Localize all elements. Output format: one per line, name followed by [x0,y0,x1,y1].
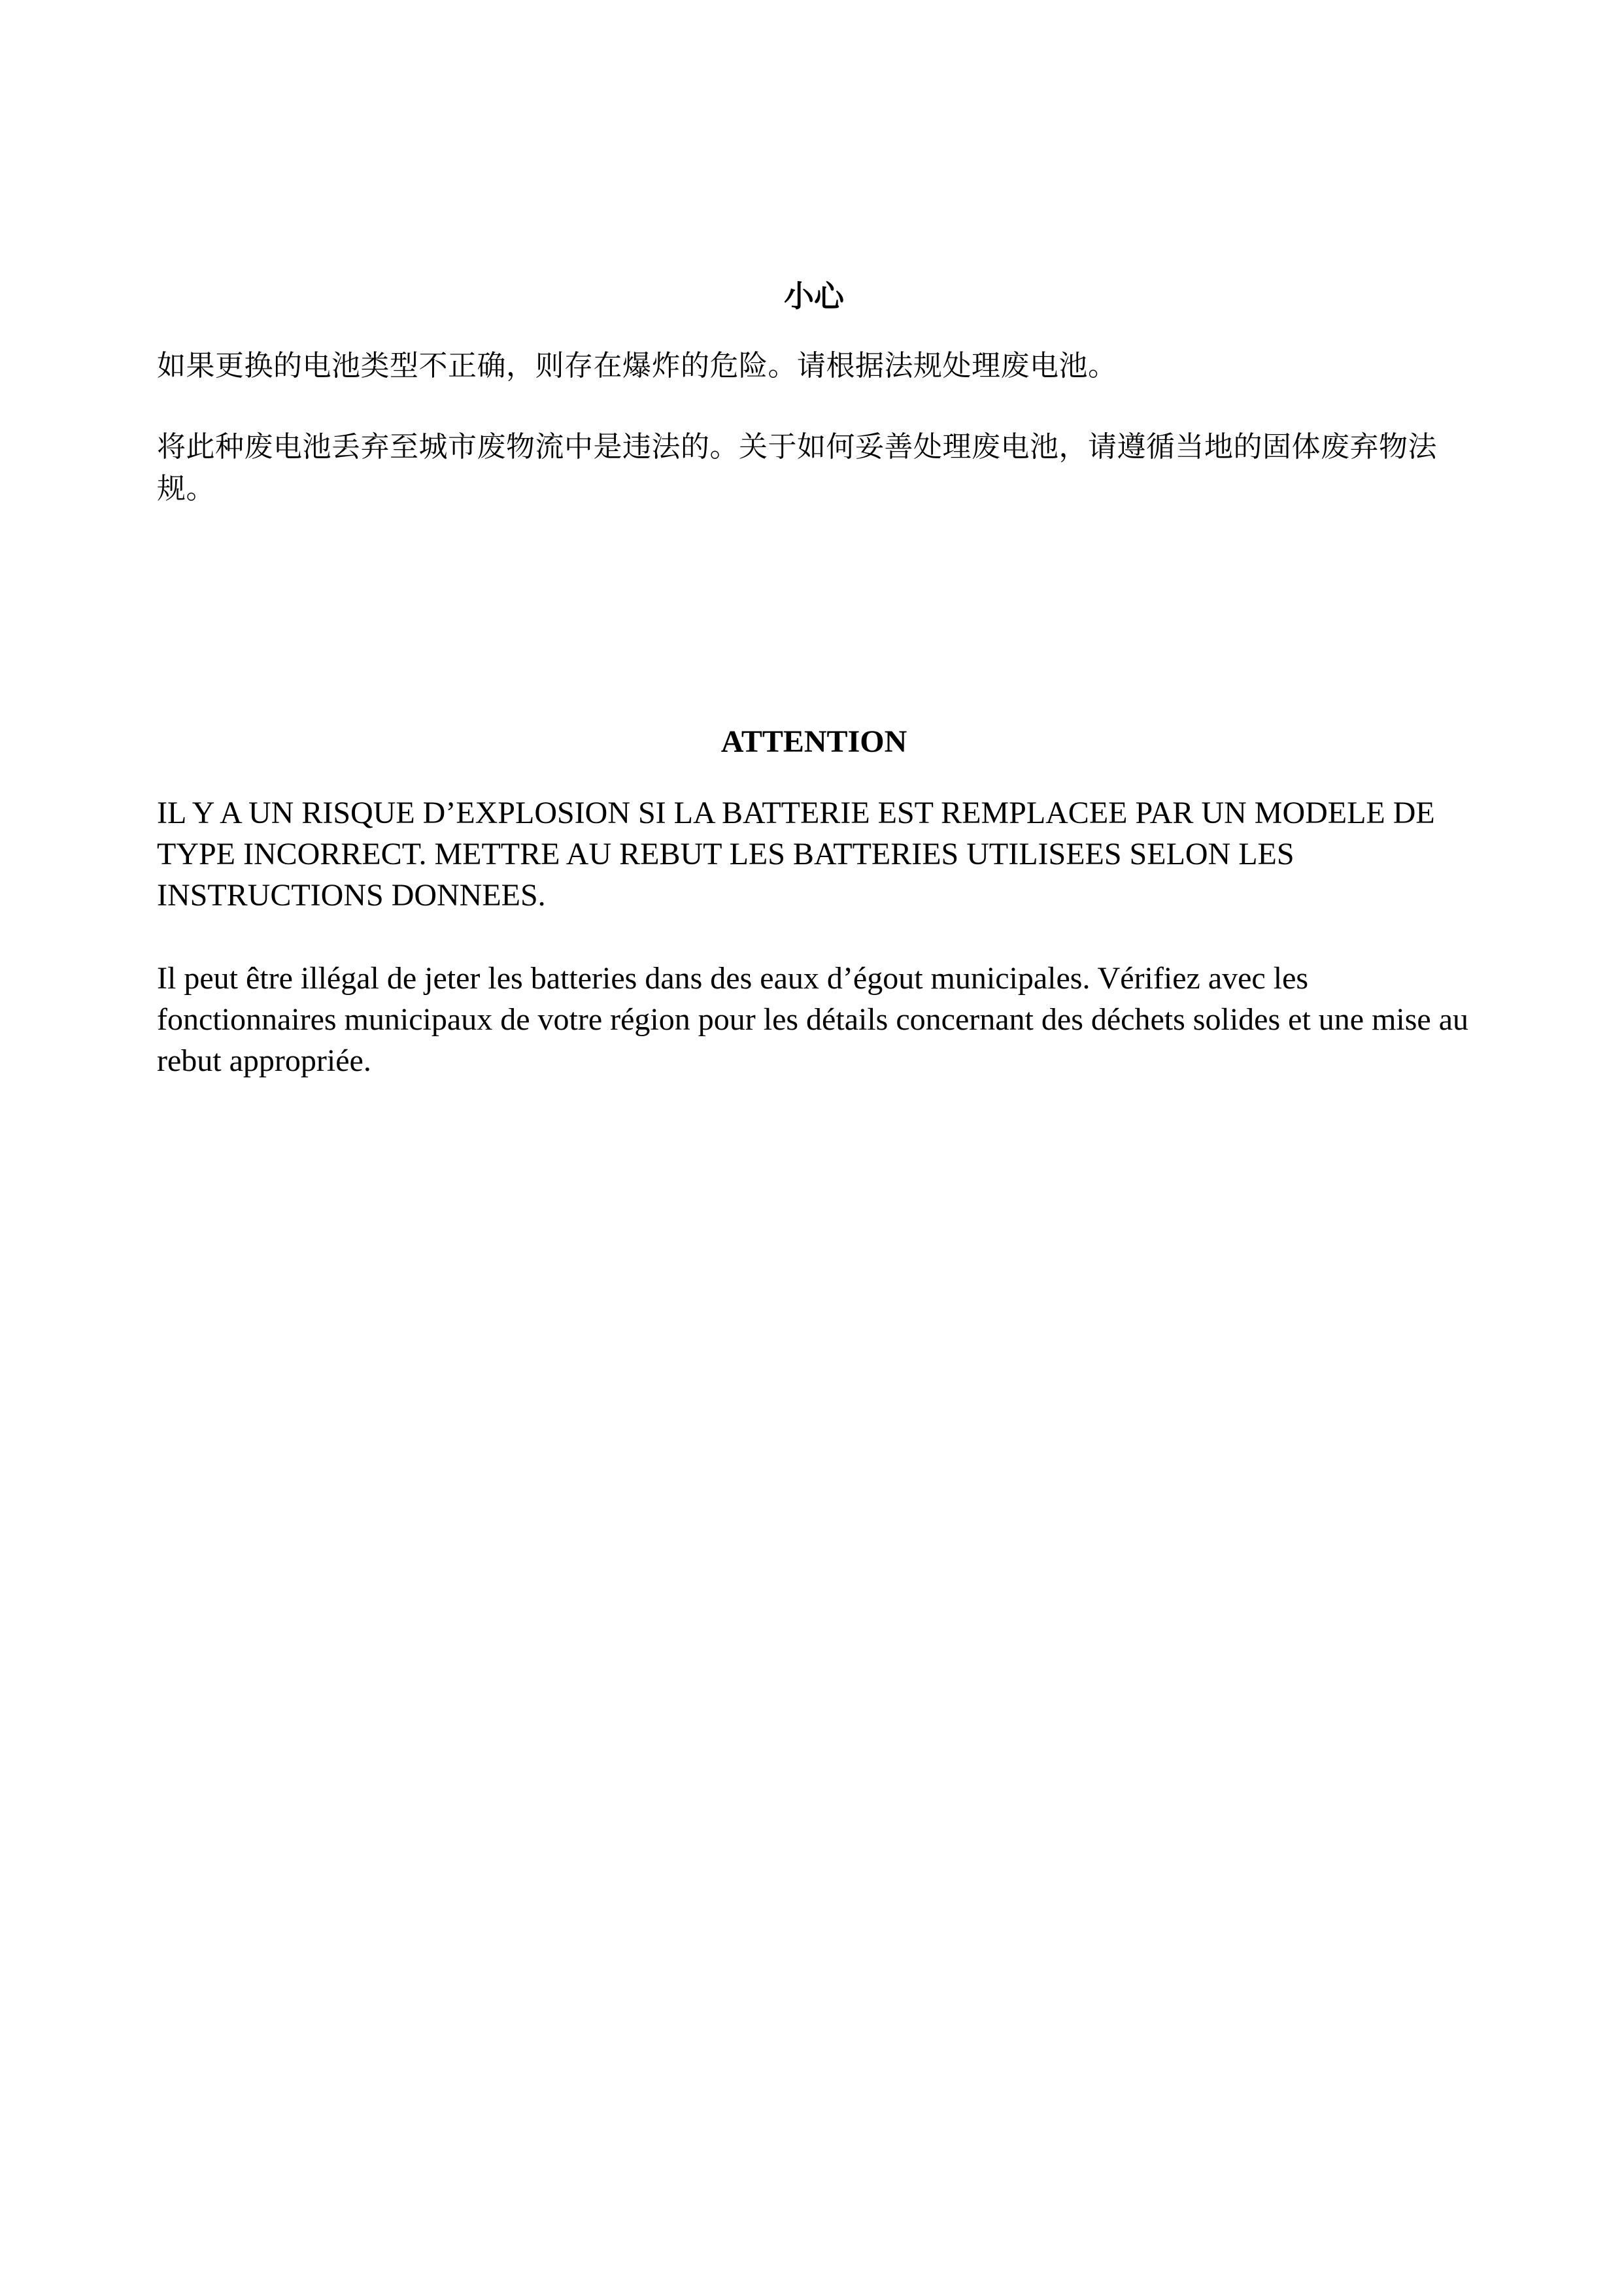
caution-paragraph-battery-disposal-chinese: 将此种废电池丢弃至城市废物流中是违法的。关于如何妥善处理废电池，请遵循当地的固体废弃物法规。 [157,430,1437,505]
caution-paragraph-battery-replacement-french: IL Y A UN RISQUE D’EXPLOSION SI LA BATTERIE EST REMPLACEE PAR UN MODELE DE TYPE INCORRECT. METTRE AU REBUT LES BATTERIES UTILISEES SELON LES INSTRUCTIONS DONNEES. [157,796,1435,913]
caution-heading-chinese: 小心 [784,278,844,314]
caution-paragraph-battery-disposal-french: Il peut être illégal de jeter les batteries dans des eaux d’égout municipales. Vérifiez avec les fonctionnaires municipaux de votre région pour les détails concernant des déchets solides et une mise au rebut appropriée. [157,961,1469,1078]
caution-heading-french: ATTENTION [720,724,907,759]
caution-section-chinese [157,273,1471,510]
caution-section-french [157,719,1471,1081]
caution-paragraph-battery-replacement-chinese: 如果更换的电池类型不正确，则存在爆炸的危险。请根据法规处理废电池。 [157,349,1117,382]
